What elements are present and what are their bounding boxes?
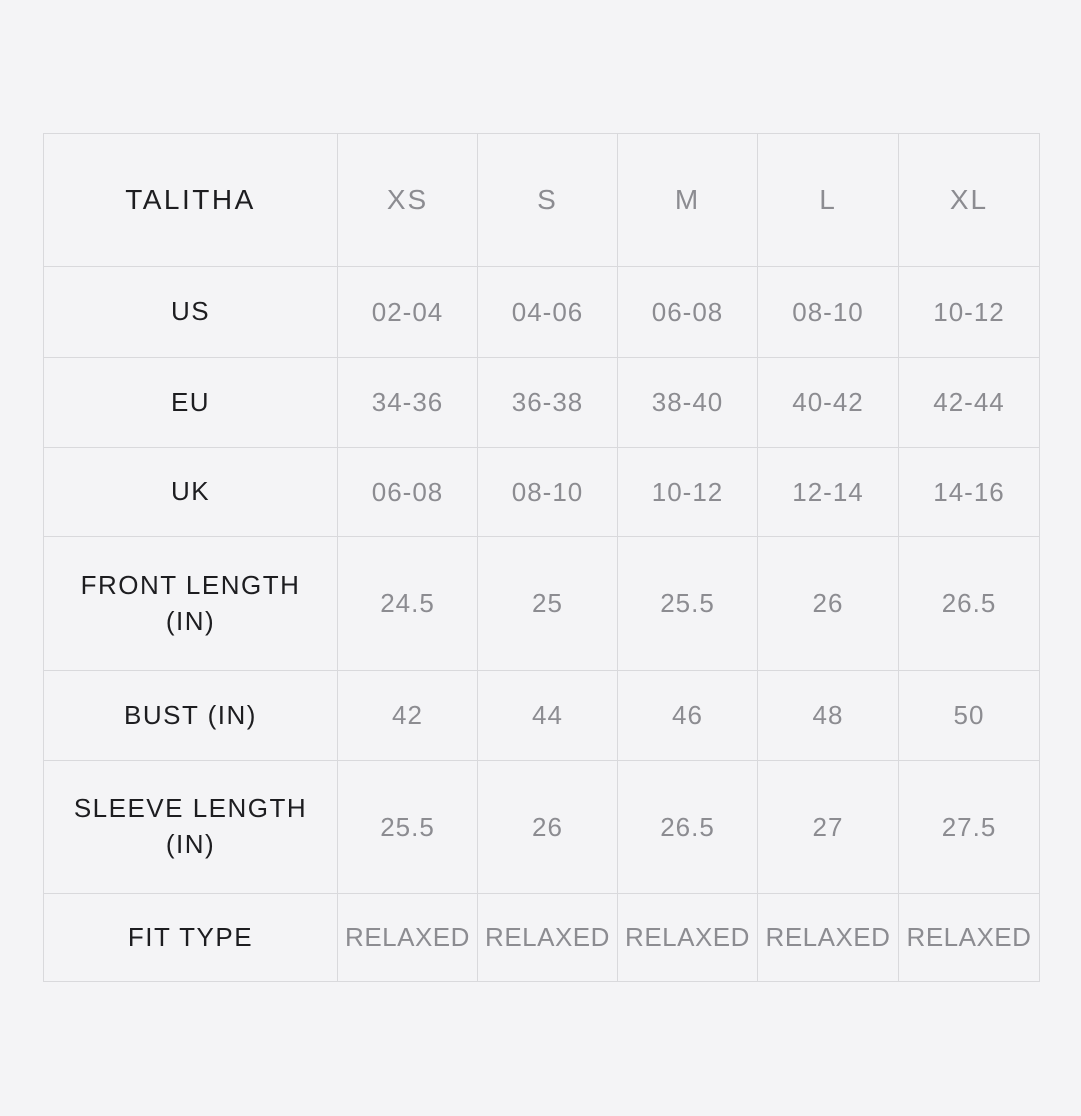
row-label: US xyxy=(170,296,211,327)
row-label-cell xyxy=(44,358,338,448)
value-cell: 42-44 xyxy=(899,358,1040,448)
row-sleeve-length xyxy=(44,761,1040,894)
value-cell: 06-08 xyxy=(618,267,758,358)
value-cell: RELAXED xyxy=(899,894,1040,982)
row-front-length xyxy=(44,537,1040,671)
row-label: FRONT LENGTH (IN) xyxy=(80,569,301,636)
row-uk xyxy=(44,448,1040,537)
row-label: EU xyxy=(170,386,211,417)
row-label-cell xyxy=(44,761,338,894)
value-cell: RELAXED xyxy=(618,894,758,982)
value-cell: 46 xyxy=(618,671,758,761)
row-label: SLEEVE LENGTH (IN) xyxy=(73,793,308,859)
value-cell: 24.5 xyxy=(338,537,478,671)
row-label: BUST (IN) xyxy=(124,699,257,730)
value-cell: 34-36 xyxy=(338,358,478,448)
value-cell: 25.5 xyxy=(618,537,758,671)
row-bust xyxy=(44,671,1040,761)
value-cell: 26 xyxy=(478,761,618,894)
size-header-cell-xl xyxy=(899,134,1040,267)
row-label-cell xyxy=(44,671,338,761)
size-chart-table xyxy=(43,133,1040,982)
value-cell: 36-38 xyxy=(478,358,618,448)
size-header-label: XS xyxy=(386,184,429,215)
value-cell: 26.5 xyxy=(618,761,758,894)
size-chart-panel xyxy=(43,133,1040,982)
row-fit-type xyxy=(44,894,1040,982)
size-chart-header-row xyxy=(44,134,1040,267)
value-cell: 27 xyxy=(758,761,899,894)
value-cell: 25 xyxy=(478,537,618,671)
product-name-cell xyxy=(44,134,338,267)
value-cell: 25.5 xyxy=(338,761,478,894)
row-label: UK xyxy=(170,476,211,507)
value-cell: 40-42 xyxy=(758,358,899,448)
value-cell: 38-40 xyxy=(618,358,758,448)
row-eu xyxy=(44,358,1040,448)
row-label-cell xyxy=(44,267,338,358)
value-cell: 42 xyxy=(338,671,478,761)
value-cell: 04-06 xyxy=(478,267,618,358)
size-header-label: XL xyxy=(949,184,989,215)
size-header-cell-l xyxy=(758,134,899,267)
size-header-label: L xyxy=(819,184,837,215)
value-cell: 10-12 xyxy=(899,267,1040,358)
value-cell: 02-04 xyxy=(338,267,478,358)
value-cell: 08-10 xyxy=(758,267,899,358)
value-cell: 50 xyxy=(899,671,1040,761)
value-cell: RELAXED xyxy=(478,894,618,982)
row-label-cell xyxy=(44,894,338,982)
value-cell: 27.5 xyxy=(899,761,1040,894)
row-label: FIT TYPE xyxy=(127,921,254,952)
value-cell: 10-12 xyxy=(618,448,758,537)
value-cell: 08-10 xyxy=(478,448,618,537)
size-header-cell-s xyxy=(478,134,618,267)
value-cell: 44 xyxy=(478,671,618,761)
value-cell: 14-16 xyxy=(899,448,1040,537)
value-cell: 26.5 xyxy=(899,537,1040,671)
size-header-label: S xyxy=(537,184,558,215)
row-us xyxy=(44,267,1040,358)
value-cell: 06-08 xyxy=(338,448,478,537)
size-header-cell-m xyxy=(618,134,758,267)
size-header-cell-xs xyxy=(338,134,478,267)
row-label-cell xyxy=(44,537,338,671)
product-name: TALITHA xyxy=(125,184,256,215)
value-cell: RELAXED xyxy=(758,894,899,982)
row-label-cell xyxy=(44,448,338,537)
value-cell: 12-14 xyxy=(758,448,899,537)
value-cell: 48 xyxy=(758,671,899,761)
value-cell: 26 xyxy=(758,537,899,671)
size-header-label: M xyxy=(674,184,701,215)
value-cell: RELAXED xyxy=(338,894,478,982)
